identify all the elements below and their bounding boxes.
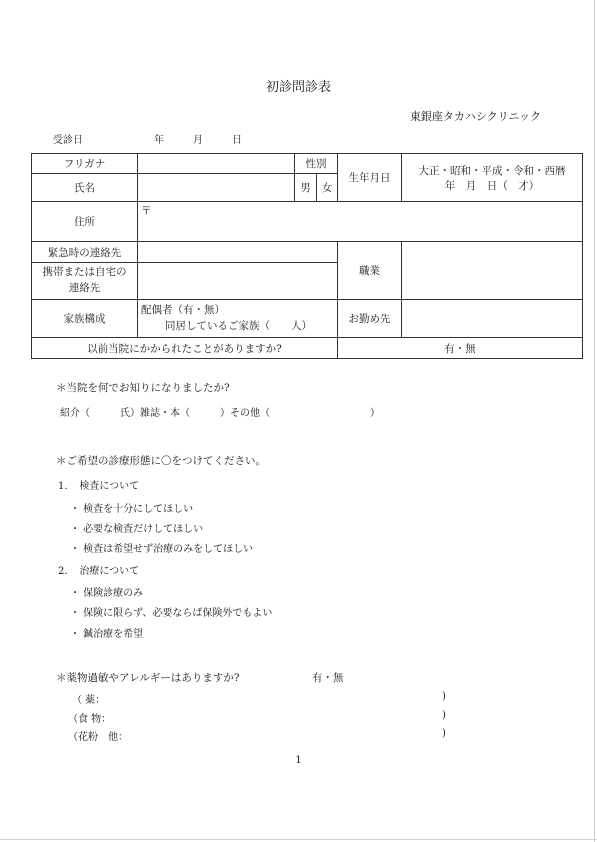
reception-month-label: 月 (193, 135, 203, 146)
mobile-contact-label: 携帯または自宅の 連絡先 (32, 263, 138, 300)
reception-year-label: 年 (154, 135, 164, 146)
page-edge-right (594, 0, 595, 842)
page-edge-bottom (0, 839, 597, 840)
treatment-option[interactable]: ・ 保険診療のみ (70, 588, 144, 599)
occupation-field[interactable] (402, 242, 583, 300)
exam-option[interactable]: ・ 必要な検査だけしてほしい (70, 524, 204, 535)
allergy-pollen-label: （花粉 他： (68, 732, 128, 743)
previous-visit-question: 以前当院にかかられたことがありますか? (32, 338, 338, 359)
era-options[interactable]: 大正・昭和・平成・令和・西暦 (418, 164, 566, 177)
reception-day-label: 日 (232, 135, 242, 146)
previous-visit-answer[interactable]: 有・無 (338, 338, 583, 359)
postal-mark: 〒 (141, 205, 152, 217)
allergy-drug-close: ) (442, 691, 446, 702)
workplace-label: お勤め先 (338, 300, 402, 338)
allergy-food-label: （食 物： (68, 714, 112, 725)
reception-date-label: 受診日 (53, 135, 83, 146)
occupation-label: 職業 (338, 242, 402, 300)
allergy-pollen-close: ) (442, 728, 446, 739)
treatment-option[interactable]: ・ 鍼治療を希望 (70, 629, 144, 640)
sex-label: 性別 (295, 154, 338, 174)
birthdate-label: 生年月日 (338, 154, 402, 202)
referral-options[interactable]: 紹介（ 氏）雑誌・本（ ）その他（ ） (60, 408, 380, 419)
allergy-drug-label: （ 薬： (72, 695, 106, 706)
page-number: 1 (295, 755, 302, 766)
furigana-field[interactable] (138, 154, 295, 174)
treatment-option[interactable]: ・ 保険に限らず、必要ならば保険外でもよい (70, 608, 273, 619)
mobile-contact-field[interactable] (138, 263, 338, 300)
exam-option[interactable]: ・ 検査を十分にしてほしい (70, 504, 194, 515)
spouse-option[interactable]: 配偶者（有・無） (141, 303, 225, 316)
clinic-name: 東銀座タカハシクリニック (409, 110, 541, 123)
referral-question: ＊当院を何でお知りになりましたか? (56, 382, 230, 394)
birthdate-field[interactable] (402, 154, 583, 202)
exam-subheading: 1． 検査について (58, 481, 140, 492)
consultation-question: ＊ご希望の診療形態に〇をつけてください。 (56, 455, 266, 467)
address-label: 住所 (32, 202, 138, 242)
allergy-question: ＊薬物過敏やアレルギーはありますか? (56, 672, 240, 684)
sex-female-option[interactable]: 女 (317, 174, 338, 202)
name-label: 氏名 (32, 174, 138, 202)
treatment-subheading: 2． 治療について (58, 566, 140, 577)
emergency-contact-label: 緊急時の連絡先 (32, 242, 138, 263)
cohabit-count[interactable]: 同居しているご家族（ 人） (165, 319, 312, 332)
family-field[interactable] (138, 300, 338, 338)
page-title: 初診問診表 (265, 80, 331, 95)
workplace-field[interactable] (402, 300, 583, 338)
allergy-answer[interactable]: 有・無 (312, 672, 344, 684)
exam-option[interactable]: ・ 検査は希望せず治療のみをしてほしい (70, 544, 254, 555)
birthdate-format: 年 月 日（ 才） (444, 179, 540, 192)
address-field[interactable] (138, 202, 583, 242)
sex-male-option[interactable]: 男 (295, 174, 317, 202)
name-field[interactable] (138, 174, 295, 202)
emergency-contact-field[interactable] (138, 242, 338, 263)
allergy-food-close: ) (442, 710, 446, 721)
furigana-label: フリガナ (32, 154, 138, 174)
patient-info-table (31, 153, 583, 359)
family-label: 家族構成 (32, 300, 138, 338)
